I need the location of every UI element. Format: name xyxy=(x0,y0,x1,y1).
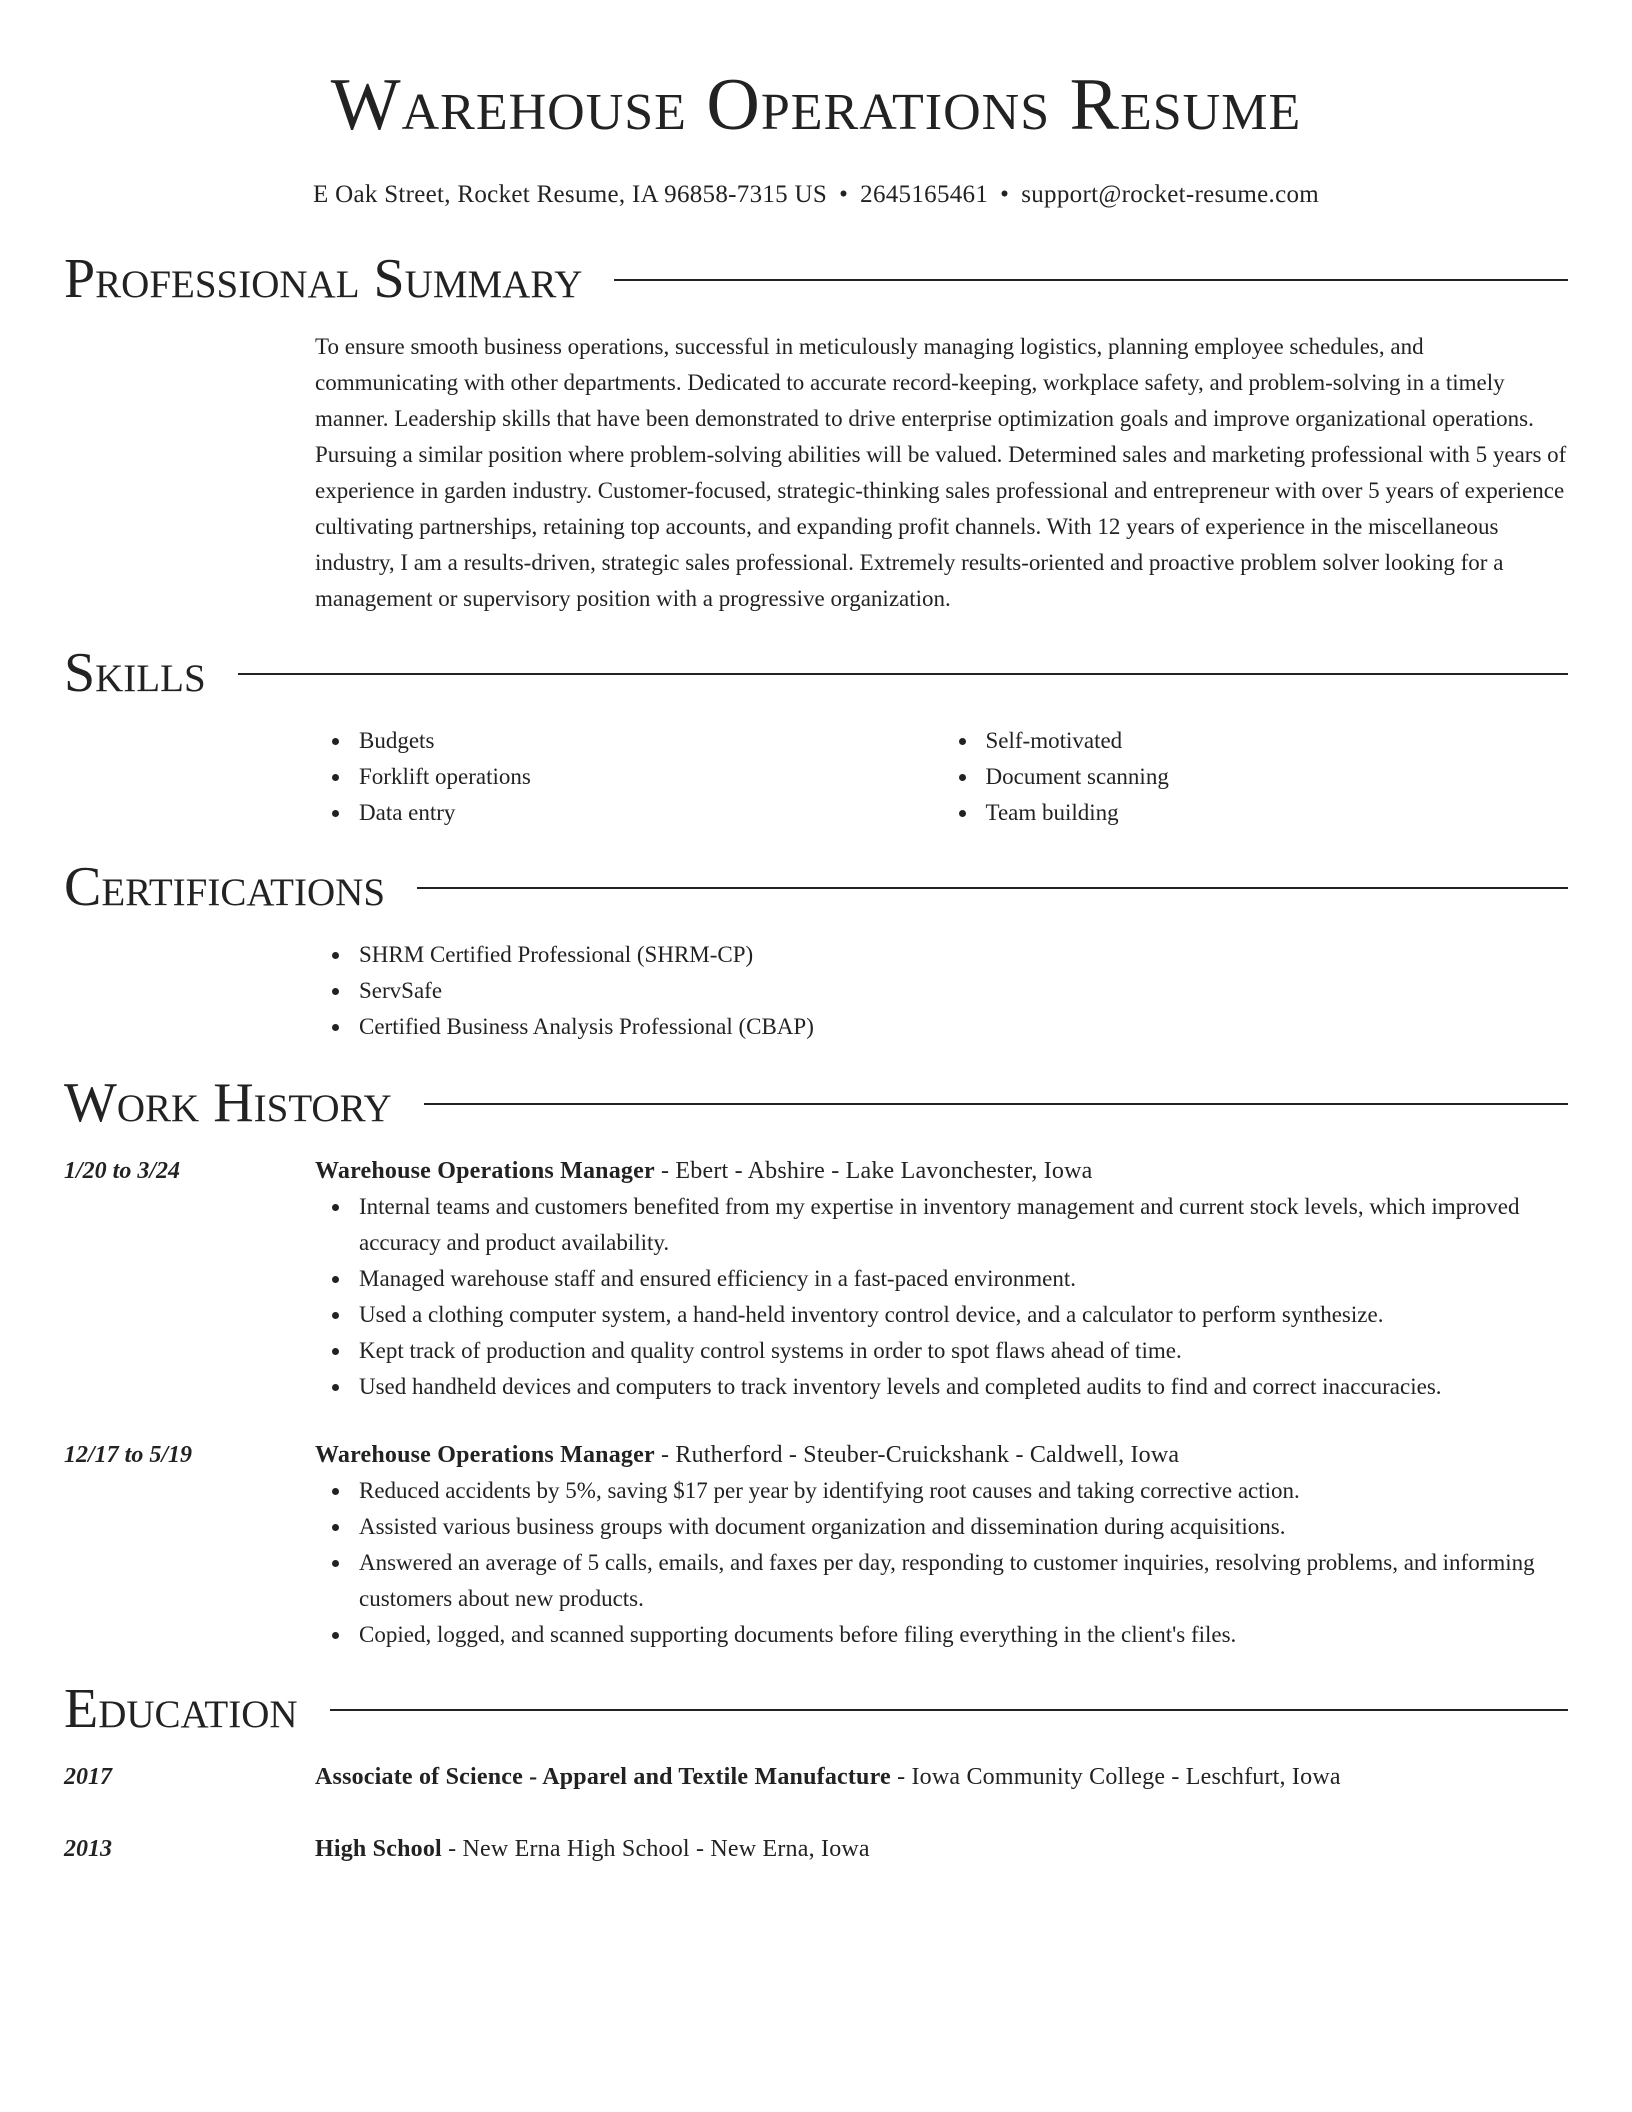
work-history-header xyxy=(64,1073,1568,1133)
education-year: 2013 xyxy=(64,1836,112,1862)
job-dates: 1/20 to 3/24 xyxy=(64,1158,181,1184)
skills-content xyxy=(315,723,1568,831)
contact-address: E Oak Street, Rocket Resume, IA 96858-7315 US xyxy=(312,181,828,208)
skills-heading: Skills xyxy=(64,642,206,704)
education-title-line xyxy=(315,1831,1568,1867)
job-title-line xyxy=(315,1153,1568,1189)
work-history-section xyxy=(64,1073,1568,1653)
education-school-location: - Iowa Community College - Leschfurt, Iowa xyxy=(890,1764,1341,1790)
work-history-heading: Work History xyxy=(64,1072,392,1134)
job-bullets xyxy=(315,1473,1568,1653)
section-divider xyxy=(614,279,1568,281)
summary-text: To ensure smooth business operations, successful in meticulously managing logistics, planning employee schedules, and communicating with other departments. Dedicated to accurate record-keeping, workplace safety, and problem-solving in a timely manner. Leadership skills that have been demonstrated to drive enterprise optimization goals and improve organizational operations. Pursuing a similar position where problem-solving abilities will be valued. Determined sales and marketing professional with 5 years of experience in garden industry. Customer-focused, strategic-thinking sales professional and entrepreneur with over 5 years of experience cultivating partnerships, retaining top accounts, and expanding profit channels. With 12 years of experience in the miscellaneous industry, I am a results-driven, strategic sales professional. Extremely results-oriented and proactive problem solver looking for a management or supervisory position with a progressive organization. xyxy=(315,334,1567,611)
education-degree: Associate of Science - Apparel and Textile Manufacture xyxy=(315,1764,891,1790)
skills-header xyxy=(64,643,1568,703)
skills-section xyxy=(64,643,1568,831)
skill-item: Self-motivated xyxy=(986,723,1569,759)
skill-item: Document scanning xyxy=(986,759,1569,795)
education-degree: High School xyxy=(315,1836,442,1862)
contact-separator: • xyxy=(839,181,849,208)
job-bullet: Used a clothing computer system, a hand-held inventory control device, and a calculator to perform synthesize. xyxy=(359,1297,1568,1333)
job-company-location: - Ebert - Abshire - Lake Lavonchester, Iowa xyxy=(654,1158,1093,1184)
skills-list-right xyxy=(942,723,1569,831)
education-entry xyxy=(64,1759,1568,1795)
job-dates: 12/17 to 5/19 xyxy=(64,1442,193,1468)
resume-title: Warehouse Operations Resume xyxy=(330,64,1302,146)
education-year: 2017 xyxy=(64,1764,112,1790)
job-entry xyxy=(64,1153,1568,1405)
contact-line xyxy=(0,178,1632,212)
job-body xyxy=(315,1437,1568,1653)
job-bullet: Internal teams and customers benefited from my expertise in inventory management and current stock levels, which improved accuracy and product availability. xyxy=(359,1189,1568,1261)
education-entry xyxy=(64,1831,1568,1867)
job-bullet: Copied, logged, and scanned supporting documents before filing everything in the client's files. xyxy=(359,1617,1568,1653)
summary-header xyxy=(64,249,1568,309)
summary-section xyxy=(64,249,1568,617)
education-body xyxy=(315,1831,1568,1867)
job-bullet: Assisted various business groups with document organization and dissemination during acquisitions. xyxy=(359,1509,1568,1545)
contact-separator: • xyxy=(1000,181,1010,208)
summary-heading: Professional Summary xyxy=(64,248,583,310)
skills-columns xyxy=(315,723,1568,831)
skill-item: Data entry xyxy=(359,795,942,831)
contact-email: support@rocket-resume.com xyxy=(1021,181,1320,208)
skill-item: Forklift operations xyxy=(359,759,942,795)
skill-item: Budgets xyxy=(359,723,942,759)
section-divider xyxy=(330,1709,1568,1711)
education-section xyxy=(64,1679,1568,1867)
job-body xyxy=(315,1153,1568,1405)
job-bullets xyxy=(315,1189,1568,1405)
certifications-section xyxy=(64,857,1568,1045)
resume-header xyxy=(0,0,1632,212)
certifications-heading: Certifications xyxy=(64,856,386,918)
job-bullet: Reduced accidents by 5%, saving $17 per year by identifying root causes and taking corrective action. xyxy=(359,1473,1568,1509)
section-divider xyxy=(424,1103,1568,1105)
certifications-header xyxy=(64,857,1568,917)
contact-phone: 2645165461 xyxy=(860,181,989,208)
job-title-line xyxy=(315,1437,1568,1473)
education-body xyxy=(315,1759,1568,1795)
job-bullet: Kept track of production and quality control systems in order to spot flaws ahead of time. xyxy=(359,1333,1568,1369)
certifications-list xyxy=(315,937,1568,1045)
job-title: Warehouse Operations Manager xyxy=(315,1442,655,1468)
certification-item: SHRM Certified Professional (SHRM-CP) xyxy=(359,937,1568,973)
job-entry xyxy=(64,1437,1568,1653)
skills-list-left xyxy=(315,723,942,831)
certification-item: ServSafe xyxy=(359,973,1568,1009)
education-title-line xyxy=(315,1759,1568,1795)
education-school-location: - New Erna High School - New Erna, Iowa xyxy=(441,1836,870,1862)
certifications-content xyxy=(315,937,1568,1045)
job-bullet: Answered an average of 5 calls, emails, and faxes per day, responding to customer inquiries, resolving problems, and informing customers about new products. xyxy=(359,1545,1568,1617)
section-divider xyxy=(417,887,1568,889)
skill-item: Team building xyxy=(986,795,1569,831)
education-header xyxy=(64,1679,1568,1739)
job-bullet: Used handheld devices and computers to track inventory levels and completed audits to find and correct inaccuracies. xyxy=(359,1369,1568,1405)
section-divider xyxy=(238,673,1568,675)
summary-content xyxy=(315,329,1568,617)
job-title: Warehouse Operations Manager xyxy=(315,1158,655,1184)
job-company-location: - Rutherford - Steuber-Cruickshank - Caldwell, Iowa xyxy=(654,1442,1180,1468)
job-bullet: Managed warehouse staff and ensured efficiency in a fast-paced environment. xyxy=(359,1261,1568,1297)
certification-item: Certified Business Analysis Professional (CBAP) xyxy=(359,1009,1568,1045)
education-heading: Education xyxy=(64,1678,298,1740)
